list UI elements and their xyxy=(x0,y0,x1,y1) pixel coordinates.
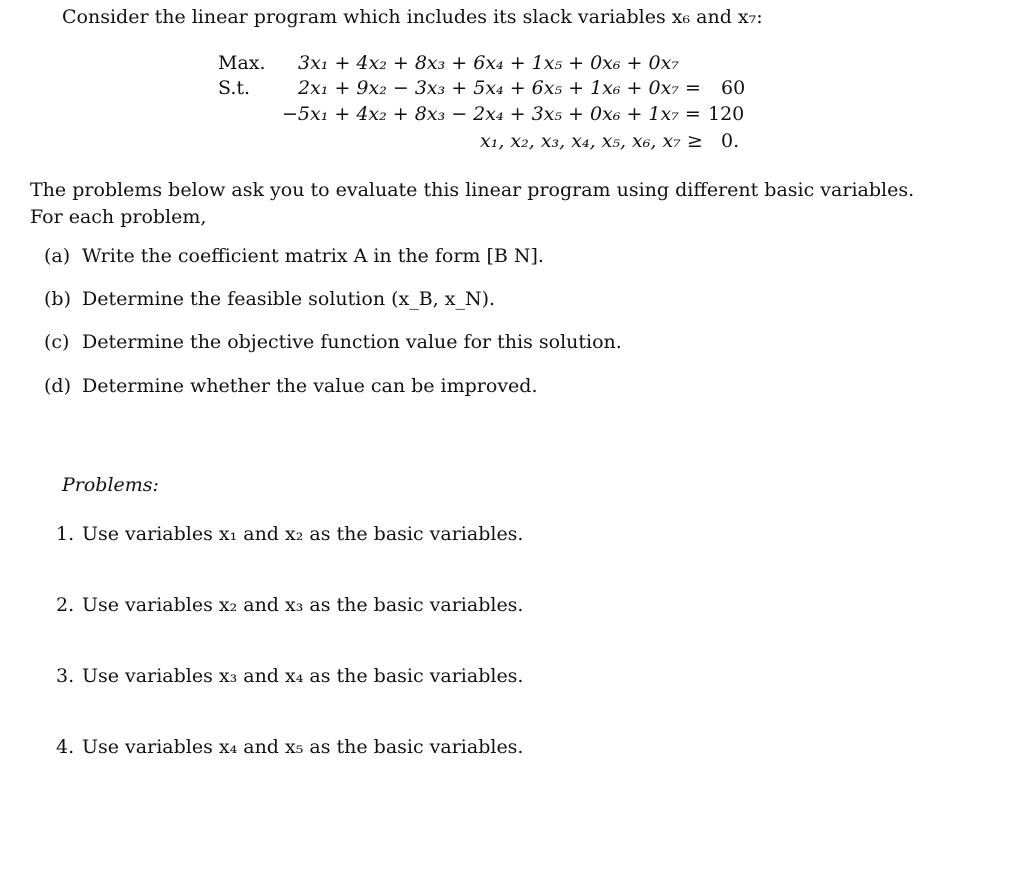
problem-number: 2. xyxy=(56,594,75,616)
intro-text: Consider the linear program which includes its slack variables x₆ and x₇: xyxy=(62,6,763,28)
problem-item xyxy=(56,525,523,544)
constraint-2-lhs: −5x₁ + 4x₂ + 8x₃ − 2x₄ + 3x₅ + 0x₆ + 1x₇ = xyxy=(282,103,701,125)
problem-text: Use variables x₄ and x₅ as the basic variables. xyxy=(82,736,524,758)
item-text: Determine the objective function value for this solution. xyxy=(82,331,622,353)
description-paragraph: The problems below ask you to evaluate this linear program using different basic variables. For each problem, xyxy=(30,179,915,228)
problem-number: 1. xyxy=(56,523,75,545)
problem-number: 3. xyxy=(56,665,75,687)
constraint-1-rhs: 60 xyxy=(721,77,746,99)
problem-item xyxy=(56,596,523,615)
problem-item xyxy=(56,667,523,686)
objective-function: 3x₁ + 4x₂ + 8x₃ + 6x₄ + 1x₅ + 0x₆ + 0x₇ xyxy=(298,52,679,74)
item-text: Determine whether the value can be improved. xyxy=(82,375,538,397)
item-label: (c) xyxy=(44,331,70,353)
item-label: (a) xyxy=(44,245,71,267)
problem-number: 4. xyxy=(56,736,75,758)
item-label: (b) xyxy=(44,288,71,310)
item-text: Write the coefficient matrix A in the form [B N]. xyxy=(82,245,544,267)
problem-text: Use variables x₃ and x₄ as the basic variables. xyxy=(82,665,524,687)
list-item xyxy=(44,290,495,309)
list-item xyxy=(44,377,538,396)
constraint-2-rhs: 120 xyxy=(708,103,745,125)
nonnegativity-lhs: x₁, x₂, x₃, x₄, x₅, x₆, x₇ ≥ xyxy=(480,130,703,152)
constraint-1-lhs: 2x₁ + 9x₂ − 3x₃ + 5x₄ + 6x₅ + 1x₆ + 0x₇ = xyxy=(298,77,701,99)
list-item xyxy=(44,247,544,266)
nonnegativity-rhs: 0. xyxy=(721,130,740,152)
problems-heading: Problems: xyxy=(62,474,159,496)
item-text: Determine the feasible solution (x_B, x_N). xyxy=(82,288,496,310)
problem-text: Use variables x₂ and x₃ as the basic variables. xyxy=(82,594,524,616)
item-label: (d) xyxy=(44,375,71,397)
max-label: Max. xyxy=(218,52,266,74)
problem-item xyxy=(56,738,523,757)
list-item xyxy=(44,333,622,352)
st-label: S.t. xyxy=(218,77,251,99)
problem-text: Use variables x₁ and x₂ as the basic variables. xyxy=(82,523,524,545)
